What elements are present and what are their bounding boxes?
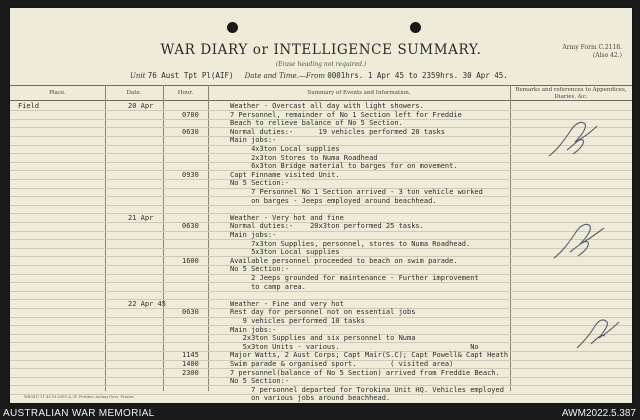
header-top-rule: [10, 85, 632, 86]
entry-hour: 0930: [182, 170, 199, 179]
punch-hole-right: [410, 22, 421, 33]
archive-caption: AUSTRALIAN WAR MEMORIAL: [3, 408, 155, 419]
entry-text: Weather - Very hot and fine: [230, 213, 344, 222]
col-header-hour: Hour.: [177, 90, 194, 96]
entry-text: No 5 Section:-: [230, 377, 290, 386]
col-divider-3: [208, 85, 209, 391]
entry-text: 5x3ton Local supplies: [230, 248, 340, 257]
entry-text: 7 Personnel, remainder of No 1 Section left for Freddie: [230, 110, 462, 119]
unit-label: Unit: [130, 72, 146, 80]
entry-text: Swim parade & organised sport. ( visited area): [230, 360, 454, 368]
col-divider-1: [105, 85, 106, 391]
signature-1: [545, 116, 603, 162]
entry-text: 6x3ton Bridge material to barges for on movement.: [230, 162, 458, 171]
entry-text: 9 vehicles performed 10 tasks: [230, 317, 365, 325]
entry-text: Capt Finname visited Unit.: [230, 170, 340, 179]
entry-text: Main jobs:-: [230, 231, 277, 239]
entry-hour: 0700: [182, 110, 199, 119]
entry-date: 21 Apr: [128, 213, 154, 222]
entry-text: 2x3ton Stores to Numa Roadhead: [230, 153, 378, 162]
entry-text: Weather - Fine and very hot: [230, 299, 344, 308]
entry-text: 2 Jeeps grounded for maintenance - Further improvement: [230, 274, 479, 282]
entry-hour: 0630: [182, 222, 199, 231]
printer-footer: W8381/ 11.43 M 2000 A. H. Pettifer, Acting Govt. Printer: [24, 394, 135, 399]
entry-text: to camp area.: [230, 282, 306, 291]
entry-text: No 5 Section:-: [230, 179, 290, 188]
form-ref-sub: (Also 42.): [592, 52, 622, 59]
entry-text: 5x3ton Units - various. No: [230, 342, 479, 351]
date-time-value: 0001hrs. 1 Apr 45 to 2359hrs. 30 Apr 45.: [327, 71, 508, 80]
entry-text: Weather - Overcast all day with light showers.: [230, 102, 424, 110]
entry-text: 7 personnel(balance of No 5 Section) arrived from Freddie Beach.: [230, 368, 500, 377]
col-header-date: Date.: [126, 90, 142, 96]
form-ref-main: Army Form C.2118.: [562, 44, 622, 51]
date-time-label: Date and Time.—From: [244, 72, 325, 80]
entry-text: Main jobs:-: [230, 136, 277, 145]
diary-title: WAR DIARY or INTELLIGENCE SUMMARY.: [160, 42, 482, 58]
unit-value: 76 Aust Tpt Pl(AIF): [147, 71, 234, 80]
entry-hour: 1145: [182, 351, 199, 360]
entry-text: 7x3ton Supplies, personnel, stores to Numa Roadhead.: [230, 239, 471, 248]
entry-text: 7 personnel departed for Torokina Unit HQ. Vehicles employed: [230, 385, 504, 394]
col-divider-4: [510, 85, 511, 391]
entry-text: 4x3ton Local supplies: [230, 145, 340, 153]
entry-text: Main jobs:-: [230, 325, 277, 334]
entry-text: Rest day for personnel not on essential jobs: [230, 308, 416, 317]
col-header-remarks: Remarks and references to Appendices, Diaries, &c.: [515, 87, 627, 100]
entry-hour: 1400: [182, 360, 199, 368]
col-divider-2: [163, 85, 164, 391]
archive-reference: AWM2022.5.387: [561, 408, 636, 419]
entry-text: 2x3ton Supplies and six personnel to Numa: [230, 334, 416, 343]
unit-line: [130, 72, 508, 81]
entry-date: 22 Apr 45: [128, 299, 166, 308]
entry-hour: 0630: [182, 308, 199, 317]
entry-text: Normal duties:- 19 vehicles performed 20 tasks: [230, 127, 445, 136]
entry-place: Field: [18, 102, 40, 110]
entry-text: Major Watts, 2 Aust Corps; Capt Mair(S.C); Capt Powell& Capt Heath: [230, 351, 509, 360]
entry-text: No 5 Section:-: [230, 265, 290, 274]
entry-text: on barges - Jeeps employed around beachhead.: [230, 196, 437, 205]
signature-2: [550, 216, 610, 264]
entry-text: Available personnel proceeded to beach on swim parade.: [230, 256, 458, 265]
entry-text: 7 Personnel No 1 Section arrived - 3 ton vehicle worked: [230, 188, 483, 196]
entry-hour: 1600: [182, 256, 199, 265]
diary-sheet: [10, 8, 632, 403]
diary-subtitle: (Erase heading not required.): [275, 61, 367, 68]
punch-hole-left: [227, 22, 238, 33]
entry-hour: 2300: [182, 368, 199, 377]
signature-3: [573, 314, 623, 354]
entry-date: 20 Apr: [128, 102, 154, 110]
form-reference: [562, 44, 622, 60]
entry-text: Beach to relieve balance of No 5 Section.: [230, 119, 403, 128]
entry-hour: 0630: [182, 127, 199, 136]
entry-text: on various jobs around beachhead.: [230, 394, 391, 403]
col-header-place: Place.: [49, 90, 66, 96]
col-header-summary: Summary of Events and Information.: [307, 90, 411, 96]
entry-text: Normal duties:- 20x3ton performed 25 tasks.: [230, 222, 424, 231]
ruled-line: [10, 291, 632, 292]
